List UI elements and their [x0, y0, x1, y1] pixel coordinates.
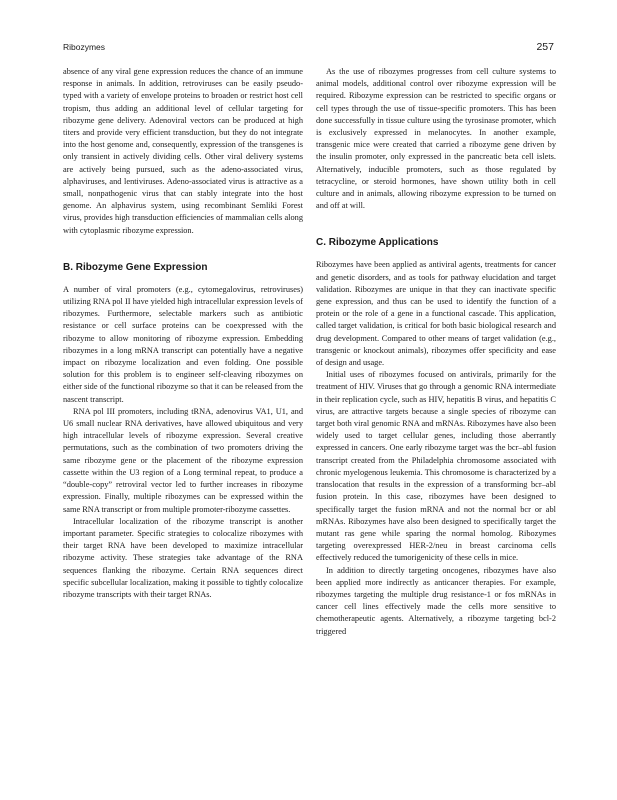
paragraph: As the use of ribozymes progresses from cell culture systems to animal models, additional control over ribozyme expression will be required. Ribozyme expression can be restricted to specific organs or cell types through the use of tissue-specific promoters. This has been done successfully in tissue culture using the tyrosinase promoter, which is exclusively expressed in melanocytes. In another example, transgenic mice were created that carried a ribozyme gene driven by the insulin promoter, only expressed in the pancreatic beta cell islets. Alternatively, inducible promoters, such as those regulated by tetracycline, or steroid hormones, have shown utility both in cell culture and in animals, allowing ribozyme expression to be turned on and off at will.	[316, 67, 556, 211]
page-number: 257	[536, 41, 554, 53]
section-spacer	[63, 237, 303, 247]
paragraph: Initial uses of ribozymes focused on antivirals, primarily for the treatment of HIV. Viruses that go through a genomic RNA intermediate in their replication cycle, such as HIV, hepatitis B virus, and hepatitis C virus, are attractive targets because a single species of ribozyme can target both viral genomic RNA and mRNAs. Ribozymes have also been widely used to target cellular genes, including those aberrantly expressed in cancers. One early ribozyme target was the bcr–abl fusion transcript created from the Philadelphia chromosome associated with chronic myelogenous leukemia. This chromosome is characterized by a translocation that results in the expression of a transforming bcr–abl fusion protein. In this case, ribozymes have been designed to specifically target the fusion mRNA and not the normal bcr or abl mRNAs. Ribozymes have also been designed to specifically target the mutant ras gene while sparing the normal homolog. Ribozymes targeting overexpressed HER-2/neu in breast carcinoma cells effectively reduced the tumorigenicity of these cells in mice.	[316, 370, 556, 563]
paragraph: Intracellular localization of the ribozyme transcript is another important parameter. Specific strategies to colocalize ribozymes with their target RNA have been developed to maximize intracellular ribozyme activity. These strategies take advantage of the RNA sequences flanking the ribozyme. Certain RNA sequences direct specific subcellular localization, making it possible to tightly colocalize ribozyme transcripts with their target RNAs.	[63, 516, 303, 599]
paragraph: In addition to directly targeting oncogenes, ribozymes have also been applied more indirectly as anticancer therapies. For example, ribozymes targeting the multiple drug resistance-1 or fos mRNAs in cancer cell lines effectively made the cells more sensitive to chemotherapeutic agents. Alternatively, a ribozyme targeting bcl-2 triggered	[316, 565, 556, 636]
paragraph: Ribozymes have been applied as antiviral agents, treatments for cancer and genetic disorders, and as tools for pathway elucidation and target validation. Ribozymes are unique in that they can inactivate specific gene expression, and thus can be used to identify the function of a protein or the role of a gene in a functional cascade. This application, called target validation, is critical for both basic biological research and drug development. Compared to other means of target validation (e.g., transgenic or knockout animals), ribozymes offer specificity and ease of design and usage.	[316, 260, 556, 368]
section-heading: C. Ribozyme Applications	[316, 237, 439, 249]
section-heading: B. Ribozyme Gene Expression	[63, 261, 208, 273]
paragraph: RNA pol III promoters, including tRNA, adenovirus VA1, U1, and U6 small nuclear RNA derivatives, have allowed ubiquitous and very high intracellular levels of ribozyme expression. Several creative permutations, such as the combination of two promoters driving the same ribozyme gene or the placement of the ribozyme expression cassette within the U3 region of a Long terminal repeat, to produce a “double-copy” retroviral vector led to further increases in ribozyme expression. Finally, multiple ribozymes can be expressed within the same RNA transcript or from multiple promoter-ribozyme cassettes.	[63, 406, 303, 514]
right-column	[316, 66, 556, 638]
section-spacer	[316, 212, 556, 222]
running-head	[63, 41, 554, 55]
paragraph: A number of viral promoters (e.g., cytomegalovirus, retroviruses) utilizing RNA pol II have yielded high intracellular expression levels of ribozymes. Furthermore, selectable markers such as antibiotic resistance or cell surface proteins can be coexpressed with the ribozyme to allow monitoring of ribozyme expression. Embedding ribozymes in a long mRNA transcript can potentially have a negative impact on ribozyme localization and even folding. One possible solution for this problem is to engineer self-cleaving ribozymes on either side of the functional ribozyme so that it can be released from the nascent transcript.	[63, 284, 303, 404]
left-column	[63, 66, 303, 601]
running-title: Ribozymes	[63, 42, 106, 52]
paragraph: absence of any viral gene expression reduces the chance of an immune response in animals. In addition, retroviruses can be easily pseudo-typed with a variety of envelope proteins to broaden or restrict host cell tropism, thus adding an additional level of cellular targeting for ribozyme gene delivery. Adenoviral vectors can be produced at high titers and provide very efficient transduction, but they do not integrate into the host genome and, consequently, expression of the transgenes is only transient in actively dividing cells. Other viral delivery systems are actively being pursued, such as the adeno-associated virus, alphaviruses, and lentiviruses. Adeno-associated virus is attractive as a small, nonpathogenic virus that can stably integrate into the host genome. An alphavirus system, using recombinant Semliki Forest virus, provides high transduction efficiencies of mammalian cells along with cytoplasmic ribozyme expression.	[63, 67, 303, 235]
